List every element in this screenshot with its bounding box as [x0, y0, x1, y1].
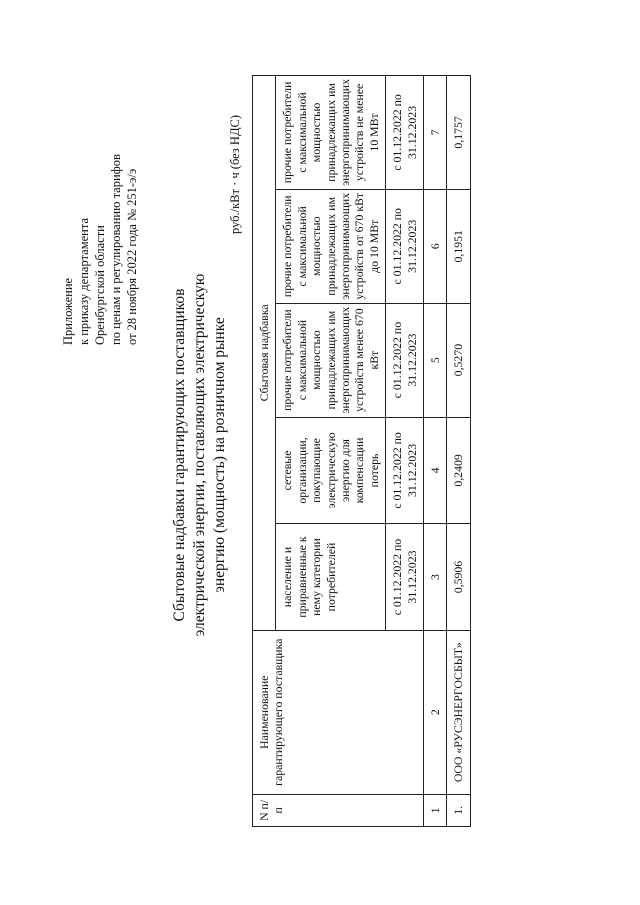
- row-supplier-name: ООО «РУСЭНЕРГОСБЫТ»: [447, 630, 470, 794]
- header-group: Сбытовая надбавка: [253, 76, 276, 631]
- header-num: N п/п: [253, 794, 424, 826]
- header-supplier-name: Наименование гарантирующего поставщика: [253, 630, 424, 794]
- table-column-numbers-row: [423, 76, 446, 827]
- document-title: [170, 175, 230, 735]
- header-category: сетевые организации, покупающие электрическую энергию для компенсации потерь: [276, 417, 386, 524]
- header-category: население и приравненные к нему категории потребителей: [276, 524, 386, 630]
- table-row: [447, 76, 470, 827]
- header-category: прочие потребители с максимальной мощностью принадлежащих им энергопринимающих устройств от 670 кВт до 10 МВт: [276, 189, 386, 303]
- column-number: 4: [423, 417, 446, 524]
- header-period: с 01.12.2022 по 31.12.2023: [386, 303, 424, 417]
- appendix-header: [60, 15, 140, 345]
- row-value: 0,5270: [447, 303, 470, 417]
- column-number: 3: [423, 524, 446, 630]
- title-line: электрической энергии, поставляющих электрическую: [191, 273, 209, 637]
- header-period: с 01.12.2022 по 31.12.2023: [386, 524, 424, 630]
- tariff-table: [252, 75, 471, 827]
- appendix-line: Приложение: [61, 277, 75, 345]
- appendix-line: по ценам и регулированию тарифов: [109, 154, 123, 345]
- column-number: 6: [423, 189, 446, 303]
- row-num: 1.: [447, 794, 470, 826]
- table-header-row: [253, 76, 276, 827]
- column-number: 2: [423, 630, 446, 794]
- column-number: 7: [423, 76, 446, 190]
- header-category: прочие потребители с максимальной мощностью принадлежащих им энергопринимающих устройств менее 670 кВт: [276, 303, 386, 417]
- appendix-line: к приказу департамента: [77, 217, 91, 345]
- appendix-line: Оренбургской области: [93, 225, 107, 345]
- title-line: энергию (мощность) на розничном рынке: [211, 317, 229, 593]
- appendix-line: от 28 ноября 2022 года № 251-э/э: [125, 168, 139, 345]
- row-value: 0,1757: [447, 76, 470, 190]
- unit-label: руб./кВт · ч (без НДС): [228, 115, 242, 235]
- title-line: Сбытовые надбавки гарантирующих поставщиков: [171, 288, 188, 622]
- column-number: 5: [423, 303, 446, 417]
- header-period: с 01.12.2022 по 31.12.2023: [386, 417, 424, 524]
- header-period: с 01.12.2022 по 31.12.2023: [386, 76, 424, 190]
- header-category: прочие потребители с максимальной мощностью принадлежащих им энергопринимающих устройств не менее 10 МВт: [276, 76, 386, 190]
- header-period: с 01.12.2022 по 31.12.2023: [386, 189, 424, 303]
- row-value: 0,2409: [447, 417, 470, 524]
- row-value: 0,1951: [447, 189, 470, 303]
- row-value: 0,5906: [447, 524, 470, 630]
- column-number: 1: [423, 794, 446, 826]
